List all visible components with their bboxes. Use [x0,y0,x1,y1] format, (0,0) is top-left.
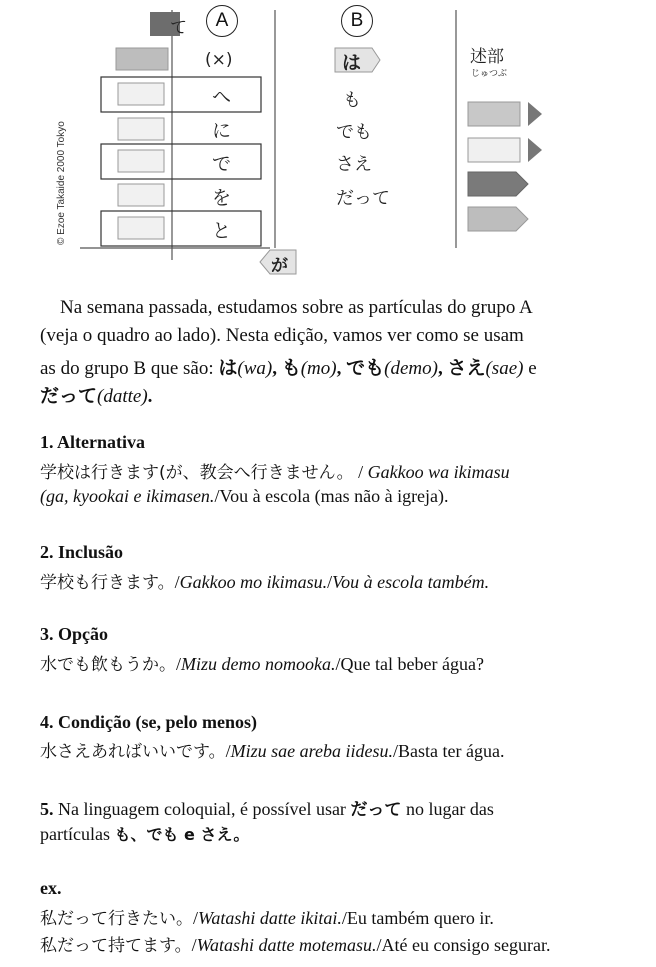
particle-ga: が [271,256,288,276]
s3-jp: 水でも飲もうか。 [40,655,176,675]
particle-mo-inline: も [281,357,301,379]
ex-line-2: 私だって持てます。/Watashi datte motemasu./Até eu consigo segurar. [40,935,551,956]
block-de [118,150,164,172]
particle-demo: でも [336,122,372,143]
pred-arrow-1 [528,102,542,126]
section-2-heading: 2. Inclusão [40,542,124,562]
section-4-heading: 4. Condição (se, pelo menos) [40,712,257,732]
particle-demo-romaji: (demo) [384,358,438,379]
particle-mo: も [343,90,361,111]
block-ni [118,118,164,140]
ex-line-1: 私だって行きたい。/Watashi datte ikitai./Eu também quero ir. [40,908,494,929]
section-5-line-2 [40,822,249,845]
intro-line-2: (veja o quadro ao lado). Nesta edição, vamos ver como se usam [40,325,524,346]
particle-de: で [212,153,232,175]
predicate-label: 述部 [470,47,504,67]
gray-block [116,48,168,70]
s3-romaji: Mizu demo nomooka. [181,654,336,674]
intro-period: . [147,386,153,407]
s4-jp: 水さえあればいいです。 [40,742,226,762]
pred-arrow-2 [528,138,542,162]
ex2-romaji: Watashi datte motemasu. [196,935,377,955]
section-1-example-cont: (ga, kyookai e ikimasen./Vou à escola (mas não à igreja). [40,486,449,506]
ex1-jp: 私だって行きたい。 [40,909,193,929]
block-he [118,83,164,105]
ex1-romaji: Watashi datte ikitai. [198,908,342,928]
paren-x: (×) [205,50,233,70]
particle-datte-inline: だって [40,385,98,407]
s5-num: 5. [40,799,54,819]
intro-line-1: Na semana passada, estudamos sobre as partículas do grupo A [60,297,533,318]
pred-block-2 [468,138,520,162]
section-2-example: 学校も行きます。/Gakkoo mo ikimasu./Vou à escola também. [40,572,490,593]
particle-datte: だって [336,188,390,209]
pred-block-1 [468,102,520,126]
intro-line-4 [40,381,152,408]
s3-pt: Que tal beber água? [340,654,484,674]
s2-jp: 学校も行きます。 [40,573,175,593]
block-to [118,217,164,239]
pred-tag-2 [468,207,528,231]
ex2-pt: Até eu consigo segurar. [381,935,551,955]
particle-he: へ [212,86,232,108]
pred-tag-1 [468,172,528,196]
particle-mo-romaji: (mo) [300,358,337,379]
s2-romaji: Gakkoo mo ikimasu. [179,572,328,592]
s2-pt: Vou à escola também. [332,572,490,592]
s5-text-1: Na linguagem coloquial, é possível usar [53,799,351,819]
s1-romaji-1: Gakkoo wa ikimasu [367,462,510,482]
particle-sae: さえ [336,154,372,175]
particle-diagram [0,0,656,290]
ex1-pt: Eu também quero ir. [346,908,494,928]
tab-te-label: て [170,18,187,38]
conj-e: e [523,358,537,379]
copyright-note: © Ezoe Takaide 2000 Tokyo [56,121,67,245]
section-1-example: 学校は行きます(が、教会へ行きません。 / Gakkoo wa ikimasu [40,462,510,483]
s5-datte: だって [350,800,402,820]
s4-pt: Basta ter água. [398,741,505,761]
particle-to: と [212,220,232,242]
s5-list: も、でも e さえ。 [114,825,250,844]
circle-a: A [206,5,238,37]
ex2-jp: 私だって持てます。 [40,936,192,956]
particle-demo-inline: でも [346,357,385,379]
s1-jp: 学校は行きます(が、教会へ行きません。 [40,463,354,483]
diagram-graphics [0,0,656,290]
section-3-example: 水でも飲もうか。/Mizu demo nomooka./Que tal beber água? [40,654,484,675]
particle-wa: は [342,52,362,74]
section-4-example: 水さえあればいいです。/Mizu sae areba iidesu./Basta ter água. [40,741,505,762]
s1-pt: Vou à escola (mas não à igreja). [219,486,449,506]
particle-datte-romaji: (datte) [97,386,148,407]
predicate-reading: じゅつぶ [471,69,508,79]
particle-ni: に [212,120,232,142]
section-5-line-1 [40,795,494,820]
s5-text-3: partículas [40,824,115,844]
ex-heading: ex. [40,878,62,898]
particle-wo: を [212,187,232,209]
block-wo [118,184,164,206]
s5-text-2: no lugar das [401,799,494,819]
particle-wa-romaji: (wa) [237,358,273,379]
s4-romaji: Mizu sae areba iidesu. [230,741,393,761]
particle-wa-inline: は [218,357,238,379]
particle-sae-inline: さえ [447,357,486,379]
section-3-heading: 3. Opção [40,624,109,644]
particle-sae-romaji: (sae) [485,358,524,379]
s1-romaji-2: (ga, kyookai e ikimasen. [40,486,215,506]
intro-line-3-text: as do grupo B que são: [40,358,219,379]
intro-line-3: as do grupo B que são: は(wa), も(mo), でも(demo), さえ(sae) e [40,357,537,379]
section-1-heading: 1. Alternativa [40,432,145,452]
circle-b: B [341,5,373,37]
